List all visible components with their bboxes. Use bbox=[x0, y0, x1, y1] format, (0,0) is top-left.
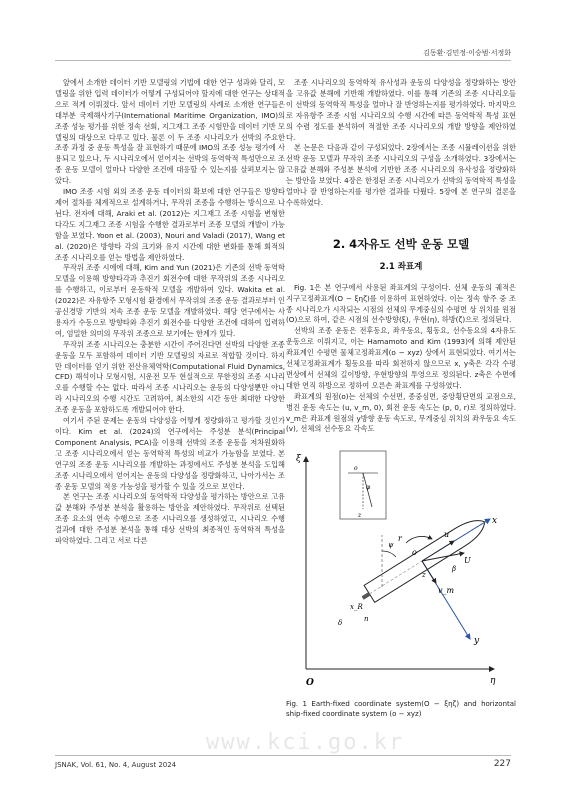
xi-label: ξ bbox=[296, 454, 301, 465]
origin-O-label: O bbox=[306, 678, 314, 689]
U-label: U bbox=[464, 556, 471, 566]
paragraph: 무작위 조종 시나리오는 충분한 시간이 주어진다면 선박의 다양한 조종 운동을 모두 포함하여 데이터 기반 모델링의 자료로 적합할 것이다. 하지만 데이터를 얻기 위한 전산유체역학(Computational Fluid Dynamics, CFD) 해석이나 모형시험, 시운전 모두 현실적으로 무한정의 조종 시나리오를 수행할 수는 없다. 따라서 조종 시나리오는 운동의 다양성뿐만 아니라 시나리오의 수행 시간도 고려하여, 최소한의 시간 동안 최대한 다양한 조종 운동을 포함하도록 개발되어야 한다. bbox=[55, 339, 285, 415]
paragraph: 앞에서 소개한 데이터 기반 모델링의 기법에 대한 연구 성과와 달리, 모델링을 위한 입력 데이터가 어떻게 구성되어야 할지에 대한 연구는 상대적으로 적게 이뤄졌다. 앞서 데이터 기반 모델링의 사례로 소개한 연구들은 대부분 국제해사기구(International Maritime Organization, IMO)의 조종 성능 평가를 위한 정속 선회, 지그재그 조종 시험만을 데이터 기반 모델링의 대상으로 다루고 있다. 물론 이 두 조종 시나리오가 선박의 주요한 조종 과정 중 운동 특성을 잘 표현하기 때문에 IMO의 조종 성능 평가에 사용되고 있으나, 두 시나리오에서 얻어지는 선박의 동역학적 특성만으로 조종 운동 모델이 얼마나 다양한 조건에 대응할 수 있는지를 살펴보지는 않았다. bbox=[55, 78, 285, 186]
paragraph: 선박의 조종 운동은 전후동요, 좌우동요, 횡동요, 선수동요의 4자유도 운동으로 이뤄지고, 이는 Hamamoto and Kim (1993)에 의해 제안된 좌표계인 수평면 물체고정좌표계(o − xyz) 상에서 표현되었다. 여기서는 선체고정좌표계가 횡동요를 따라 회전하지 않으므로 x, y축은 각각 수평면상에서 선체의 길이방향, 우현방향의 투영으로 정의된다. z축은 수면에 대한 연직 하방으로 정하여 오른손 좌표계를 구성하였다. bbox=[286, 326, 516, 390]
paragraph: 본 논문은 다음과 같이 구성되었다. 2장에서는 조종 시뮬레이션을 위한 선박 운동 모델과 무작위 조종 시나리오의 구성을 소개하였다. 3장에서는 고유값 분해와 주성분 분석에 기반한 조종 시나리오의 유사성을 정량화하는 방안을 보였다. 4장은 한정된 조종 시나리오가 선박의 동역학적 특성을 얼마나 잘 반영하는지를 평가한 결과를 다뤘다. 5장에 본 연구의 결론을 수록하였다. bbox=[286, 143, 516, 207]
paragraph: 좌표계의 원점(o)는 선체의 수선면, 종중심면, 중앙횡단면의 교점으로, 병진 운동 속도는 (u, v_m, 0), 회전 운동 속도는 (p, 0, r)로 정의하였다. v_m은 좌표계 원점의 y방향 운동 속도로, 무게중심 위치의 좌우동요 속도(v), 선체의 선수동요 각속도 bbox=[286, 391, 516, 434]
header-authors: 김동환·김민정·이승범·서정화 bbox=[423, 49, 511, 57]
page-number: 227 bbox=[493, 759, 511, 769]
figure-1 bbox=[286, 443, 516, 719]
watermark: www.kci.go.kr bbox=[206, 730, 405, 755]
eta-label: η bbox=[490, 676, 496, 687]
vm-label: v_m bbox=[438, 586, 455, 596]
phi-label: φ bbox=[366, 484, 371, 492]
figure-caption: Fig. 1 Earth-fixed coordinate system(O − ξηζ) and horizontal ship-fixed coordinate system (o − xyz) bbox=[286, 700, 516, 719]
zoom-z-label: z bbox=[358, 512, 362, 520]
paragraph: IMO 조종 시험 외의 조종 운동 데이터의 확보에 대한 연구들은 방향타 제어 절차를 체계적으로 설계하거나, 무작위 조종을 수행하는 방식으로 나뉜다. 전자에 대해, Araki et al. (2012)는 지그재그 조종 시험을 변형한 다각도 지그재그 조종 시험을 수행한 결과로부터 조종 모델의 개발이 가능함을 보였다. Yoon et al. (2003), Nouri and Valadi (2017), Wang et al. (2020)은 방향타 각의 크기와 유지 시간에 대한 변화를 통해 회적의 조종 시나리오를 얻는 방법을 제안하였다. bbox=[55, 187, 285, 262]
section-title: 2. 4자유도 선박 운동 모델 bbox=[332, 236, 470, 251]
beta-label: β bbox=[452, 565, 457, 574]
header-rule bbox=[55, 60, 511, 61]
zoom-o-label: o bbox=[354, 465, 358, 473]
psi-label: ψ bbox=[388, 541, 394, 550]
n-label: n bbox=[364, 615, 369, 624]
o-label: o bbox=[412, 548, 417, 558]
paragraph: 본 연구는 조종 시나리오의 동역학적 다양성을 평가하는 방안으로 고유값 분해와 주성분 분석을 활용하는 방안을 제안하였다. 무작위로 선택된 조종 요소의 연속 수행으로 조종 시나리오를 생성하였고, 시나리오 수행 결과에 대한 주성분 분석을 통해 대상 선박의 최종적인 동역학적 특성을 파악하였다. 그리고 서로 다른 bbox=[55, 492, 285, 546]
u-label: u bbox=[444, 530, 450, 540]
x-label: x bbox=[492, 516, 498, 527]
z-label: z bbox=[422, 571, 426, 580]
delta-label: δ bbox=[338, 619, 343, 628]
coordinate-diagram bbox=[294, 443, 508, 693]
footer-rule bbox=[55, 755, 511, 756]
paragraph: 무작위 조종 시에에 대해, Kim and Yun (2021)은 기존의 선박 동역학 모델을 이용해 방향타각과 추진기 회전수에 대한 무작위의 조종 시나리오를 수행하고, 이로부터 운동학적 모델을 개발하여 있다. Wakita et al. (2022)은 자유항주 모형시험 환경에서 무작위의 조종 운동 결과로부터 인공신경망 기반의 저속 조종 운동 모델을 개발하였다. 해당 연구에서는 사용자가 수동으로 방향타와 추진기 회전수를 다양한 조건에 대하여 입력하여, 엄밀한 의미의 무작위 조종으로 보기에는 한계가 있다. bbox=[55, 263, 285, 338]
subsection-title: 2.1 좌표계 bbox=[379, 261, 423, 272]
y-label: y bbox=[474, 636, 480, 647]
xR-label: x_R bbox=[350, 603, 363, 612]
r-label: r bbox=[398, 534, 402, 544]
paragraph: 조종 시나리오의 동역학적 유사성과 운동의 다양성을 정량화하는 방안을 고유값 분해에 기반해 개발하였다. 이를 통해 기존의 조종 시나리오들이 선박의 동역학적 특성을 얼마나 잘 반영하는지를 평가하였다. 마지막으로 자유항주 조종 시험 시나리오의 수행 시간에 따른 동역학적 특성 표현의 수렴 정도를 분석하여 적절한 조종 시나리오의 개발 방향을 제안하였다. bbox=[286, 78, 516, 142]
paragraph: 여기서 주된 문제는 운동의 다양성을 어떻게 정량화하고 평가할 것인가이다. Kim et al. (2024)의 연구에서는 주성분 분석(Principal Component Analysis, PCA)을 이용해 선박의 조종 운동을 저차원화하고 조종 시나리오에서 얻는 동역학적 특성의 비교가 가능함을 보였다. 본 연구의 조종 운동 시나리오를 개발하는 과정에서도 주성분 분석을 도입해 조종 시나리오에서 얻어지는 운동의 다양성을 정량화하고, 나아가서는 조종 운동 모델의 적용 가능성을 평가할 수 있을 것으로 보인다. bbox=[55, 416, 285, 491]
psi-arc bbox=[382, 551, 396, 557]
right-column bbox=[286, 78, 516, 719]
r-arc bbox=[406, 537, 432, 544]
paragraph: Fig. 1은 본 연구에서 사용된 좌표계의 구성이다. 선체 운동의 궤적은 지구고정좌표계(O − ξηζ)를 이용하여 표현하였다. 이는 정속 항주 중 조종 시나리오가 시작되는 시점의 선체의 무게중심의 수평면 상 위치를 원점(O)으로 하여, 같은 시점의 선수방향(ξ), 우현(η), 하방(ζ)으로 정의된다. bbox=[286, 282, 516, 325]
footer-journal: JSNAK, Vol. 61, No. 4, August 2024 bbox=[55, 761, 177, 769]
left-column bbox=[55, 78, 285, 547]
